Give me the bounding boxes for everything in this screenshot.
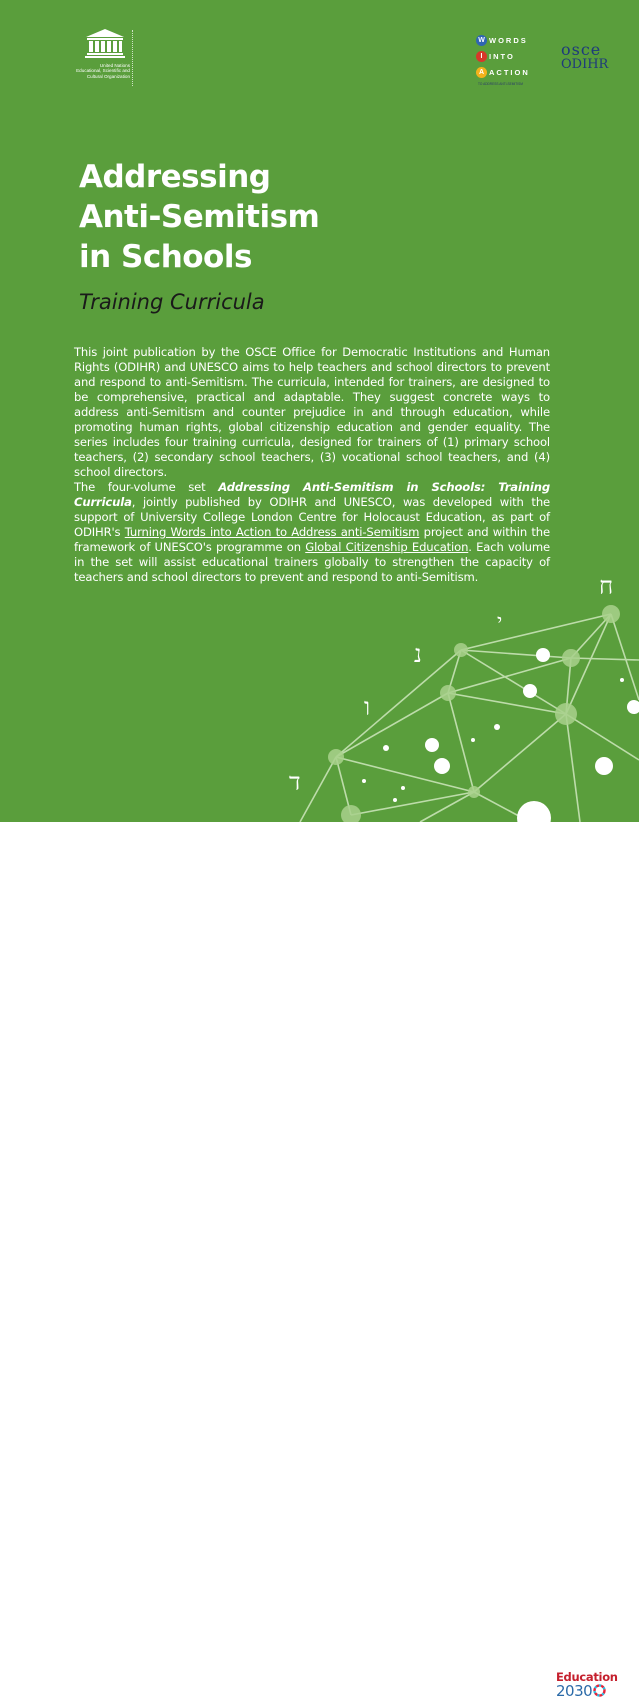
unesco-org-name: United Nations Educational, Scientific and Cultural Organization xyxy=(76,63,130,79)
wia-word-words: WORDS xyxy=(489,36,528,45)
wia-letter-a: A xyxy=(476,67,487,78)
wia-letter-w: W xyxy=(476,35,487,46)
osce-text: osce xyxy=(561,40,602,59)
footer xyxy=(0,822,639,1700)
intro-paragraph: This joint publication by the OSCE Office for Democratic Institutions and Human Rights (ODIHR) and UNESCO aims to help teachers and school directors to prevent and respond to anti-Semitism. The curricula, intended for trainers, are designed to be comprehensive, practical and adaptable. They suggest concrete ways to address anti-Semitism and counter prejudice in and through education, while promoting human rights, global citizenship education and gender equality. The series includes four training curricula, designed for trainers of (1) primary school teachers, (2) secondary school teachers, (3) vocational school teachers, and (4) school directors. xyxy=(74,345,550,479)
hebrew-letter-het: ח xyxy=(599,572,614,600)
global-citizenship-link[interactable]: Global Citizenship Education xyxy=(305,540,469,554)
sdg-wheel-icon xyxy=(593,1684,606,1697)
turning-words-link[interactable]: Turning Words into Action to Address anti-Semitism xyxy=(124,525,420,539)
cover-background xyxy=(0,0,639,822)
hebrew-letter-nun: נ xyxy=(414,640,422,668)
hebrew-letter-dalet: ד xyxy=(289,768,301,796)
education-text: Education xyxy=(556,1670,618,1684)
p2-book-title: Addressing Anti-Semitism in Schools: Training Curricula xyxy=(74,480,550,509)
wia-word-action: ACTION xyxy=(489,68,530,77)
year-2030-text xyxy=(556,1683,624,1699)
hebrew-letter-vav: ו xyxy=(364,693,371,721)
network-sphere-graphic xyxy=(0,0,639,822)
p2-text-c: , jointly published by ODIHR and UNESCO, was developed with the support of University College London Centre for Holocaust Education, as part of ODIHR's xyxy=(74,495,550,539)
wia-word-into: INTO xyxy=(489,52,515,61)
year-text: 2030 xyxy=(556,1682,593,1700)
p2-text-e: project and within the framework of UNESCO's programme on xyxy=(74,525,550,554)
p2-text-a: The four-volume set xyxy=(74,480,219,494)
p2-text-g: . Each volume in the set will assist educational trainers globally to strengthen the capacity of teachers and school directors to prevent and respond to anti-Semitism. xyxy=(74,540,550,584)
education-2030-logo xyxy=(556,1671,624,1703)
hebrew-letter-yod: י xyxy=(497,609,503,633)
cover-title: Addressing Anti-Semitism in Schools xyxy=(79,159,320,275)
cover-subtitle: Training Curricula xyxy=(79,290,265,314)
odihr-text: ODIHR xyxy=(561,57,609,72)
wia-letter-i: I xyxy=(476,51,487,62)
wia-tagline: TO ADDRESS ANTI-SEMITISM xyxy=(478,82,523,86)
